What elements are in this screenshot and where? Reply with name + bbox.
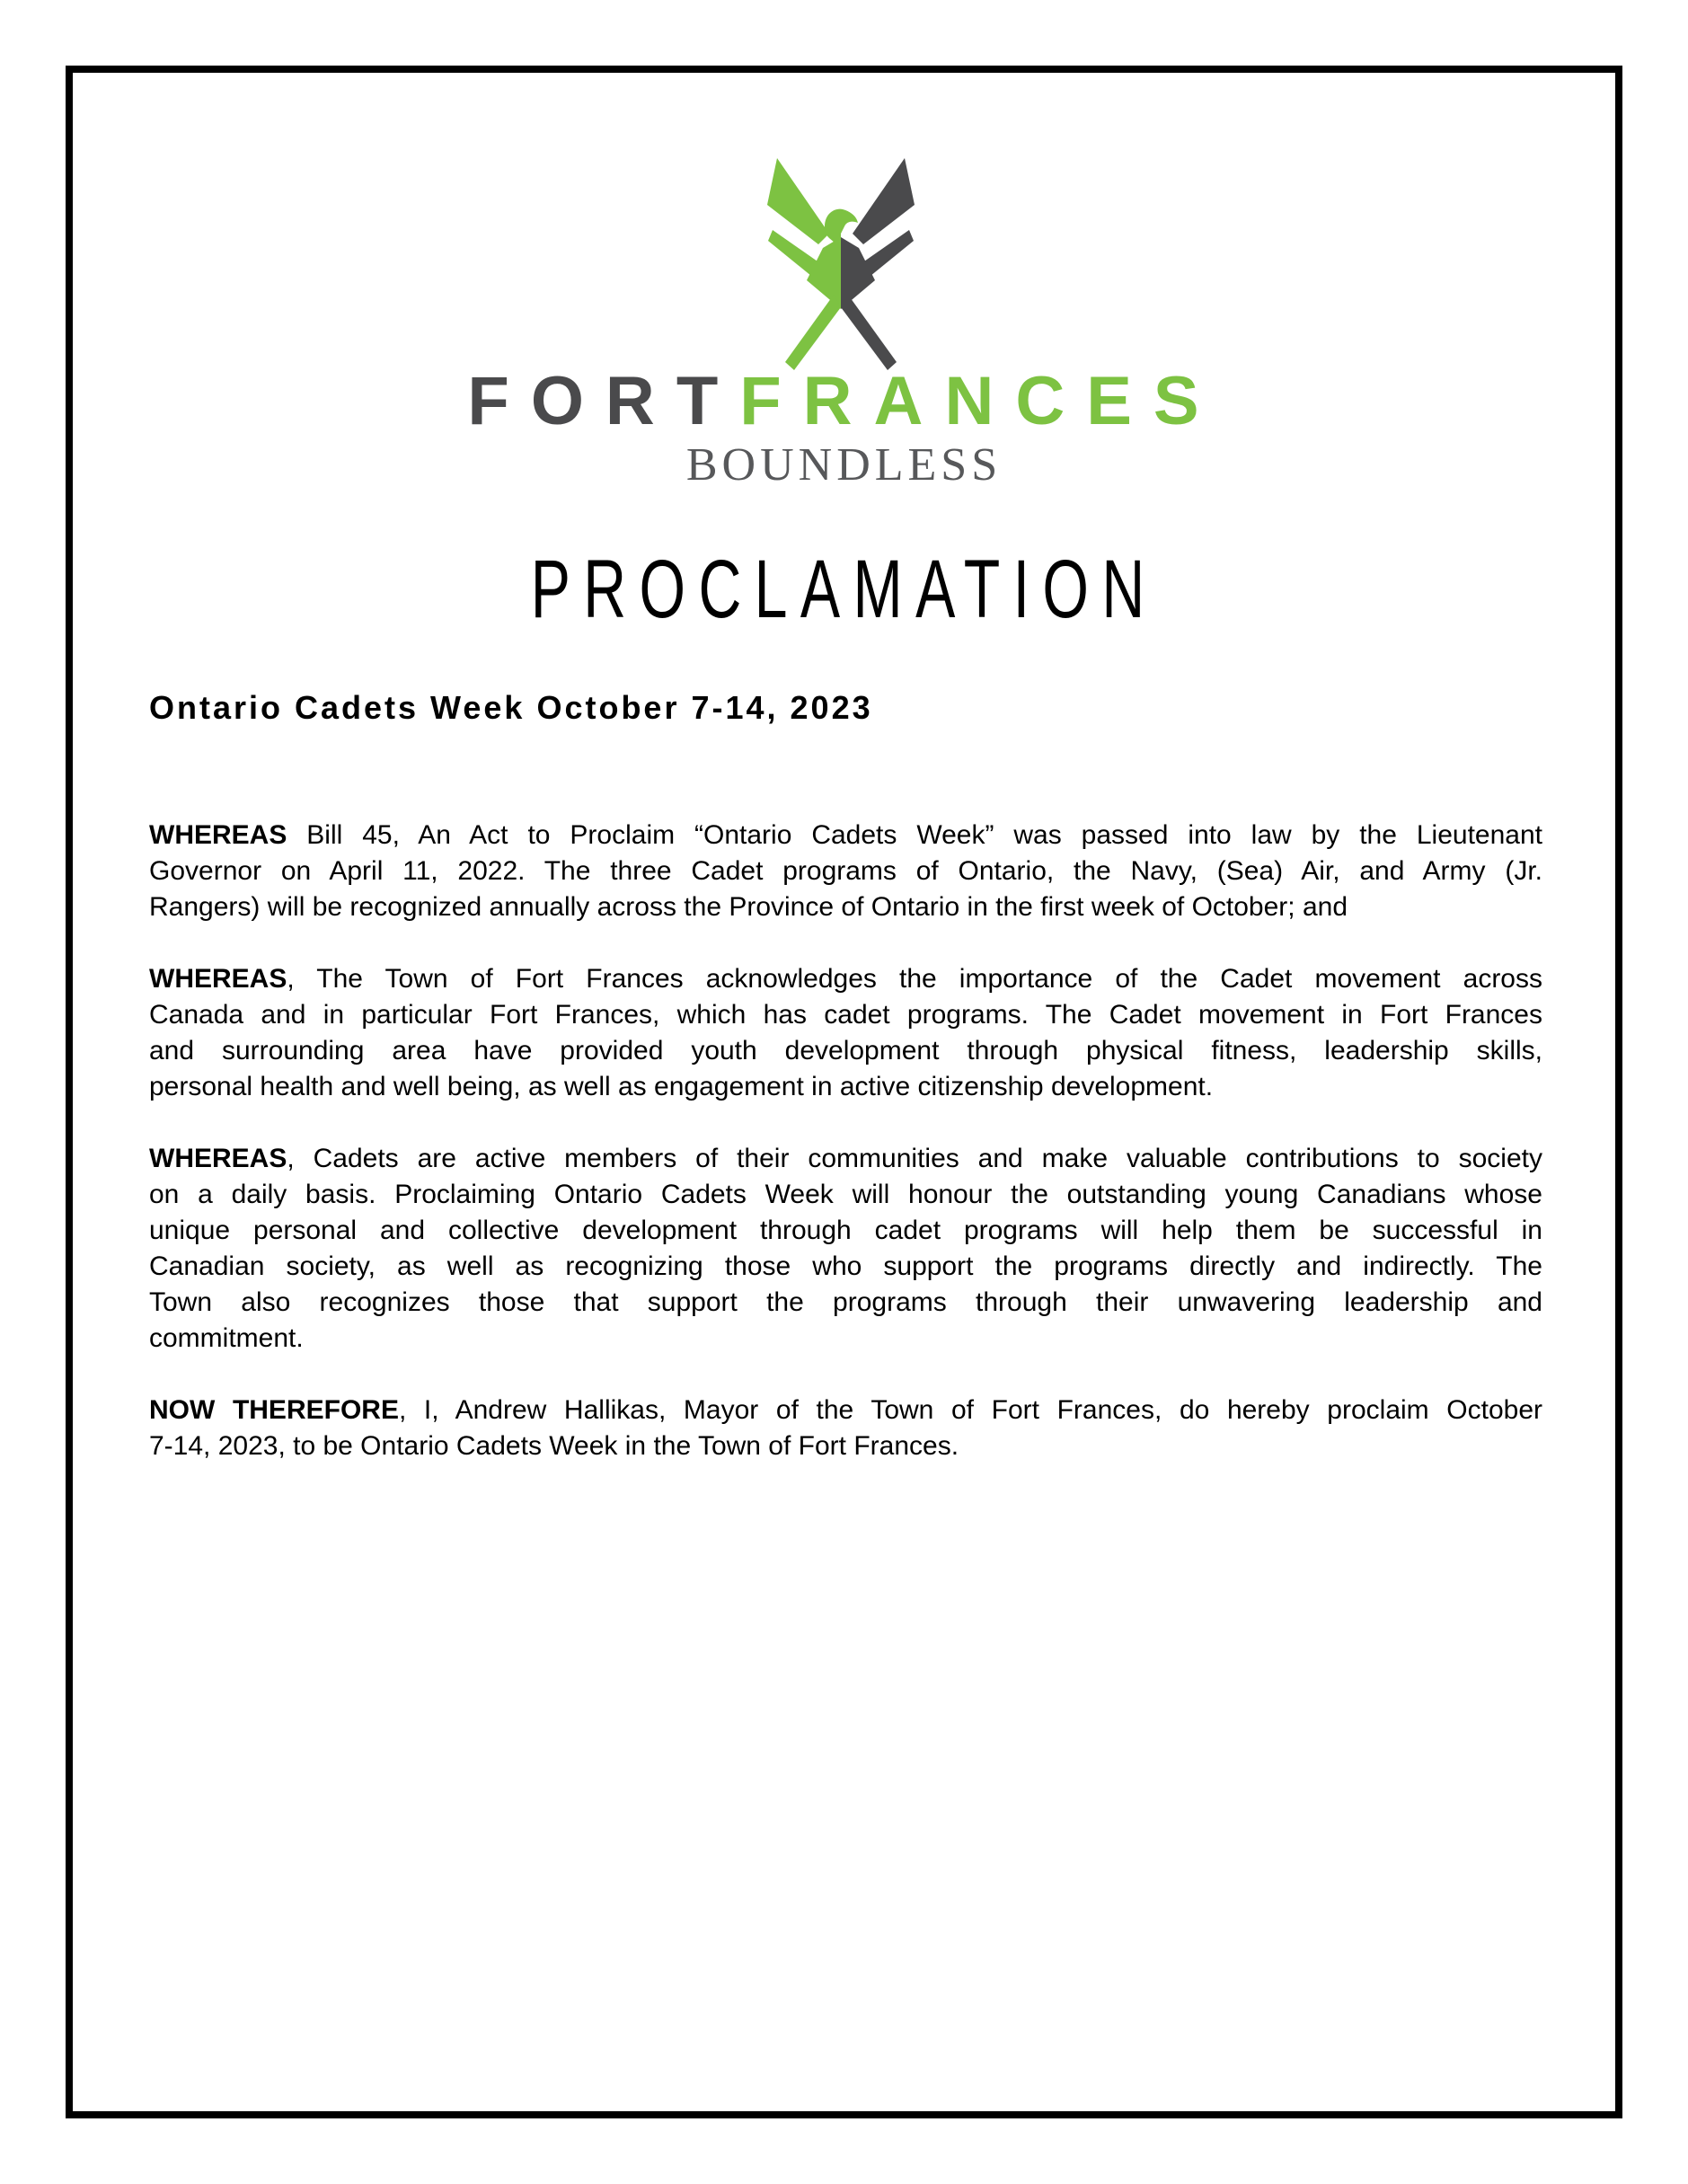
logo-tagline: BOUNDLESS [685, 439, 1003, 491]
paragraph-lead: WHEREAS [149, 820, 287, 850]
document-title-wrap [73, 544, 1615, 635]
logo-wordmark-fort: FORT [467, 363, 740, 439]
paragraph-line: Canada and in particular Fort Frances, which has cadet programs. The Cadet movement in Fort Frances [149, 1000, 1542, 1030]
paragraph-line: Rangers) will be recognized annually across the Province of Ontario in the first week of October; and [149, 892, 1348, 922]
fort-frances-bird-logo-icon [755, 144, 934, 377]
paragraph [149, 1393, 1542, 1464]
subject-heading: Ontario Cadets Week October 7-14, 2023 [149, 689, 873, 726]
paragraph [149, 1141, 1542, 1357]
bird-right-wing-gray [841, 158, 915, 370]
paragraph-line: unique personal and collective development through cadet programs will help them be successful in [149, 1216, 1542, 1245]
paragraph-line: WHEREAS, The Town of Fort Frances acknowledges the importance of the Cadet movement across [149, 964, 1542, 994]
paragraph-line: NOW THEREFORE, I, Andrew Hallikas, Mayor of the Town of Fort Frances, do hereby proclaim October [149, 1395, 1543, 1425]
paragraph-line: Town also recognizes those that support the programs through their unwavering leadership and [149, 1287, 1542, 1317]
paragraph [149, 961, 1542, 1105]
paragraphs [149, 818, 1542, 1500]
logo-wordmark-frances: FRANCES [739, 363, 1221, 439]
paragraph-lead: WHEREAS [149, 964, 287, 994]
paragraph-lead: WHEREAS [149, 1144, 287, 1173]
paragraph-line: personal health and well being, as well as engagement in active citizenship development. [149, 1072, 1214, 1101]
paragraph-line: WHEREAS, Cadets are active members of their communities and make valuable contributions to society [149, 1144, 1542, 1173]
paragraph-line: on a daily basis. Proclaiming Ontario Cadets Week will honour the outstanding young Canadians whose [149, 1180, 1542, 1209]
paragraph-lead: NOW THEREFORE [149, 1395, 399, 1425]
paragraph-line: Governor on April 11, 2022. The three Cadet programs of Ontario, the Navy, (Sea) Air, and Army (Jr. [149, 856, 1542, 886]
paragraph [149, 818, 1542, 925]
paragraph-line: and surrounding area have provided youth development through physical fitness, leadership skills, [149, 1036, 1542, 1065]
page-border-frame [66, 66, 1622, 2118]
paragraph-line: 7-14, 2023, to be Ontario Cadets Week in the Town of Fort Frances. [149, 1431, 959, 1461]
paragraph-line: commitment. [149, 1323, 304, 1353]
document-title: PROCLAMATION [530, 544, 1158, 635]
logo-wordmark [73, 363, 1615, 439]
paragraph-line: Canadian society, as well as recognizing those who support the programs directly and indirectly. The [149, 1251, 1542, 1281]
paragraph-line: WHEREAS Bill 45, An Act to Proclaim “Ontario Cadets Week” was passed into law by the Lieutenant [149, 820, 1542, 850]
